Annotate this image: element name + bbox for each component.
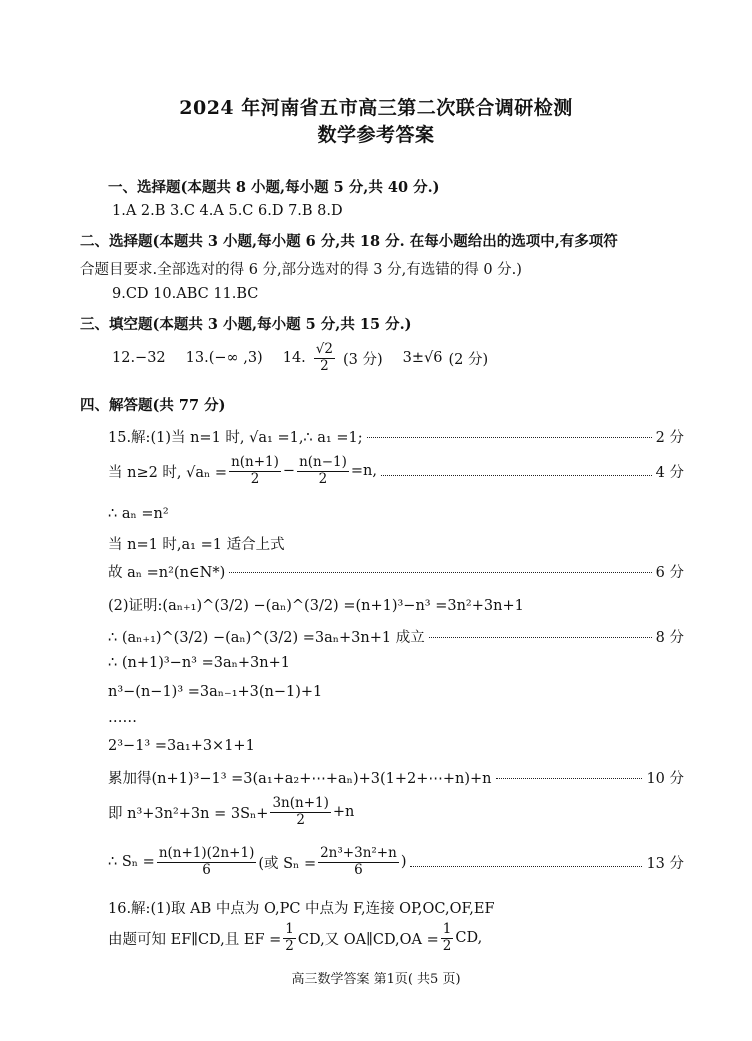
section1-heading: 一、选择题(本题共 8 小题,每小题 5 分,共 40 分.) <box>108 179 440 196</box>
answer-14-fraction <box>314 342 335 374</box>
fraction-denominator: 2 <box>442 937 452 954</box>
fraction-numerator: 1 <box>285 921 294 937</box>
q15-line-6: (2)证明:(aₙ₊₁)^(3/2) −(aₙ)^(3/2) =(n+1)³−n³ =3n²+3n+1 <box>108 598 524 614</box>
answer-14-points-b: (2 分) <box>448 351 489 368</box>
q15-line-4: 当 n=1 时,a₁ =1 适合上式 <box>108 537 285 553</box>
doc-title: 2024 年河南省五市高三第二次联合调研检测 <box>179 97 573 119</box>
fraction <box>157 846 257 878</box>
fraction-denominator: 2 <box>250 470 260 487</box>
q15-line-12 <box>108 767 684 788</box>
q15-line-9: n³−(n−1)³ =3aₙ₋₁+3(n−1)+1 <box>108 684 323 700</box>
fraction <box>441 922 454 954</box>
page-footer: 高三数学答案 第1页( 共5 页) <box>291 972 461 987</box>
q16-step-2a: 由题可知 EF∥CD,且 EF = <box>108 931 282 948</box>
score-8: 8 分 <box>655 630 684 646</box>
q15-line-13 <box>108 796 354 828</box>
q16-step-2b: CD,又 OA∥CD,OA = <box>297 931 439 948</box>
fraction-denominator: 2 <box>318 470 328 487</box>
q15-line-10: …… <box>108 710 137 726</box>
q15-step-2b: =n, <box>350 463 377 480</box>
score-13: 13 分 <box>646 855 684 872</box>
answer-14-label: 14. <box>282 350 306 367</box>
answer-14-points-a: (3 分) <box>342 351 383 368</box>
fraction <box>283 922 296 954</box>
section3-heading: 三、填空题(本题共 3 小题,每小题 5 分,共 15 分.) <box>80 316 412 333</box>
q15-line-5 <box>108 561 684 582</box>
fraction <box>270 796 330 828</box>
section4-heading: 四、解答题(共 77 分) <box>80 397 226 414</box>
score-2: 2 分 <box>655 430 684 446</box>
answer-13: 13.(−∞ ,3) <box>185 350 263 367</box>
fraction-numerator: n(n+1) <box>231 454 279 470</box>
fraction-denominator: 6 <box>354 861 363 878</box>
q15-line-11: 2³−1³ =3a₁+3×1+1 <box>108 738 255 754</box>
score-10: 10 分 <box>646 771 684 787</box>
fraction-numerator: 3n(n+1) <box>272 795 329 811</box>
dot-leader <box>410 866 642 867</box>
fraction-numerator: 1 <box>442 921 452 937</box>
q16-line-1: 16.解:(1)取 AB 中点为 O,PC 中点为 F,连接 OP,OC,OF,EF <box>108 901 495 917</box>
dot-leader <box>229 572 651 573</box>
doc-subtitle: 数学参考答案 <box>317 124 435 146</box>
fraction <box>297 455 349 487</box>
fraction-denominator: 2 <box>296 811 305 828</box>
dot-leader <box>496 778 643 779</box>
q15-line-7 <box>108 626 684 647</box>
fraction-numerator: √2 <box>315 341 333 357</box>
q15-step-12: 累加得(n+1)³−1³ =3(a₁+a₂+⋯+aₙ)+3(1+2+⋯+n)+n <box>108 771 492 787</box>
fraction-numerator: n(n+1)(2n+1) <box>158 845 255 861</box>
score-6: 6 分 <box>655 565 684 581</box>
q16-step-2c: CD, <box>455 930 483 947</box>
fraction-denominator: 6 <box>202 861 211 878</box>
q15-step-5: 故 aₙ =n²(n∈N*) <box>108 565 226 581</box>
section2-heading-cont: 合题目要求.全部选对的得 6 分,部分选对的得 3 分,有选错的得 0 分.) <box>80 262 522 278</box>
minus-sign: − <box>282 463 296 480</box>
section2-heading: 二、选择题(本题共 3 小题,每小题 6 分,共 18 分. 在每小题给出的选项中,有多项符 <box>80 233 618 250</box>
q15-step-7: ∴ (aₙ₊₁)^(3/2) −(aₙ)^(3/2) =3aₙ+3n+1 成立 <box>108 630 425 646</box>
fraction-numerator: n(n−1) <box>299 454 347 470</box>
dot-leader <box>381 475 652 476</box>
q15-line-3: ∴ aₙ =n² <box>108 506 169 522</box>
score-4: 4 分 <box>655 464 684 481</box>
q15-step-14a: ∴ Sₙ = <box>108 854 155 871</box>
q15-line-1 <box>108 426 684 447</box>
q15-step-14c: ) <box>400 854 407 871</box>
section3-answers <box>112 342 488 374</box>
answer-14-part-b: 3±√6 <box>402 350 443 367</box>
q15-step-2a: 当 n≥2 时, √aₙ = <box>108 464 228 481</box>
fraction <box>318 846 399 878</box>
fraction-denominator: 2 <box>285 937 294 954</box>
dot-leader <box>429 637 652 638</box>
dot-leader <box>367 437 652 438</box>
q15-line-2 <box>108 455 684 487</box>
fraction-numerator: 2n³+3n²+n <box>320 845 397 861</box>
section2-answers: 9.CD 10.ABC 11.BC <box>112 286 259 302</box>
q16-line-2 <box>108 922 482 954</box>
fraction <box>229 455 281 487</box>
section1-answers: 1.A 2.B 3.C 4.A 5.C 6.D 7.B 8.D <box>112 203 343 219</box>
q15-line-8: ∴ (n+1)³−n³ =3aₙ+3n+1 <box>108 655 290 671</box>
q15-step-14b: (或 Sₙ = <box>258 855 317 872</box>
fraction-denominator: 2 <box>320 357 329 374</box>
answer-12: 12.−32 <box>112 350 166 367</box>
q15-line-14 <box>108 846 684 878</box>
q15-step-13a: 即 n³+3n²+3n = 3Sₙ+ <box>108 805 269 822</box>
q15-step-13b: +n <box>332 804 355 821</box>
q15-step-1: 15.解:(1)当 n=1 时, √a₁ =1,∴ a₁ =1; <box>108 430 363 446</box>
